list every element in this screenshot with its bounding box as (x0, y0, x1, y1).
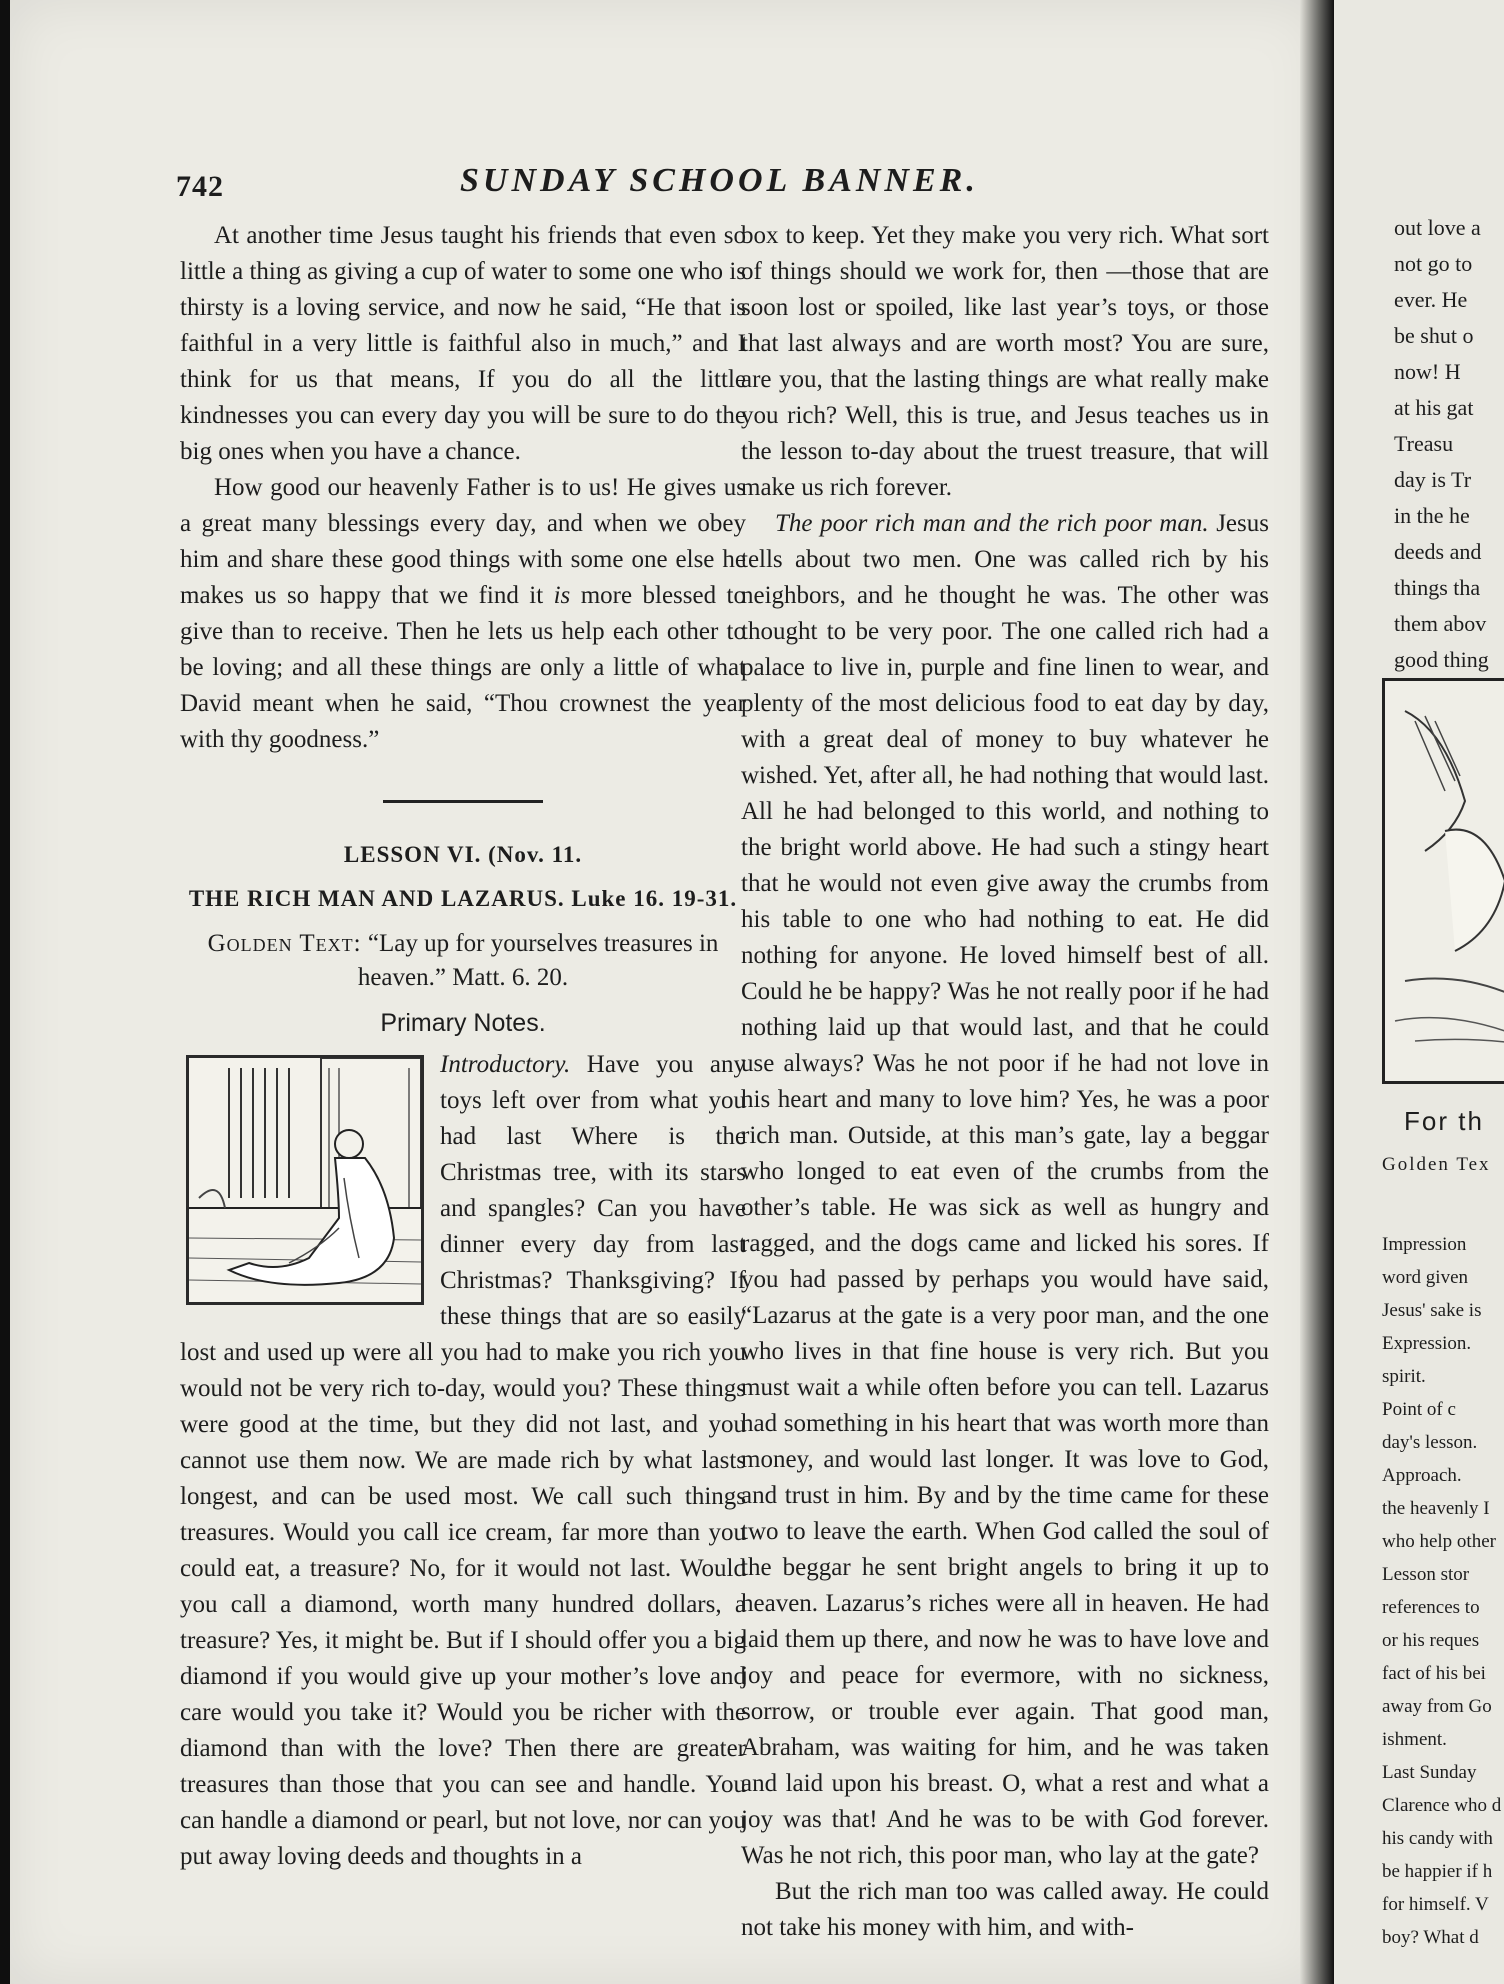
intro-label: Introductory. (440, 1051, 571, 1078)
golden-text (180, 927, 746, 995)
text-line: them abov (1394, 611, 1487, 636)
book-gutter (1300, 0, 1334, 1984)
right-page-text-bottom (1382, 1228, 1504, 1954)
angel-illustration-icon (1382, 678, 1504, 1084)
lazarus-illustration-icon (186, 1055, 424, 1305)
page-number: 742 (176, 170, 224, 203)
text-line: references to (1382, 1597, 1480, 1618)
text-run: Jesus tells about two men. One was called rich by his neighbors, and he thought he was. The other was thought to be very poor. The one called rich had a palace to live in, purple and fine linen to wear, and plenty of the most delicious food to eat day by day, with a great deal of money to buy whatever he wished. Yet, after all, he had nothing that would last. All he had belonged to this world, and nothing to the bright world above. He had such a stingy heart that he would not even give away the crumbs from his table to one who had nothing to eat. He did nothing for anyone. He loved himself best of all. Could he be happy? Was he not really poor if he had nothing laid up that would last, and that he could use always? Was he not poor if he had not love in his heart and many to love him? Yes, he was a poor rich man. Outside, at this man’s gate, lay a beggar who longed to eat even of the crumbs from the other’s table. He was sick as well as hungry and ragged, and the dogs came and licked his sores. If you had passed by perhaps you would have said, “Lazarus at the gate is a very poor man, and the one who lives in that fine house is very rich. But you must wait a while often before you can tell. Lazarus had something in his heart that was worth more than money, and would last longer. It was love to God, and trust in him. By and by the time came for these two to leave the earth. When God called the soul of the beggar he sent bright angels to bring it up to heaven. Lazarus’s riches were all in heaven. He had laid them up there, and now he was to have love and joy and peace for evermore, with no sickness, sorrow, or trouble ever again. That good man, Abraham, was waiting for him, and he was taken and laid upon his breast. O, what a rest and what a joy was that! And he was to be with God forever. Was he not rich, this poor man, who lay at the gate? (741, 510, 1269, 1869)
text-line: Expression. (1382, 1333, 1472, 1354)
illustration-caption: For th (1404, 1106, 1484, 1136)
text-line: Approach. (1382, 1465, 1462, 1486)
text-line: now! H (1394, 359, 1461, 384)
text-line: ishment. (1382, 1729, 1447, 1750)
text-line: Jesus' sake is (1382, 1300, 1482, 1321)
right-page (1334, 0, 1504, 1984)
text-line: out love a (1394, 215, 1481, 240)
text-line: Point of c (1382, 1399, 1456, 1420)
text-run: Have you any toys left over from what you had last Where is the Christmas tree, with its stars and spangles? Can you have dinner every day from last Christmas? Thanksgiving? If these things that are so easily lost and used up were all you had to make you rich you would not be very rich to-day, would you? These things were good at the time, but they did not last, and you cannot use them now. We are made rich by what lasts longest, and can be used most. We call such things treasures. Would you call ice cream, far more than you could eat, a treasure? No, for it would not last. Would you call a diamond, worth many hundred dollars, a treasure? Yes, it might be. But if I should offer you a big diamond if you would give up your mother’s love and care would you take it? Would you be richer with the diamond than with the love? Then there are greater treasures than those that you can see and handle. You can handle a diamond or pearl, but not love, nor can you put away loving deeds and thoughts in a (180, 1051, 746, 1870)
text-line: boy? What d (1382, 1927, 1479, 1948)
section-divider (383, 800, 543, 803)
text-line: word given (1382, 1267, 1469, 1288)
text-line: day is Tr (1394, 467, 1472, 492)
paragraph: box to keep. Yet they make you very rich. What sort of things should we work for, then —those that are soon lost or spoiled, like last year’s toys, or those that last always and are worth most? You are sure, are you, that the lasting things are what really make you rich? Well, this is true, and Jesus teaches us in the lesson to-day about the truest treasure, that will make us rich forever. (741, 222, 1269, 501)
paragraph (180, 470, 746, 758)
section-label: The poor rich man and the rich poor man. (775, 510, 1209, 537)
text-line: in the he (1394, 503, 1470, 528)
running-title: SUNDAY SCHOOL BANNER. (460, 162, 979, 199)
text-line: things tha (1394, 575, 1481, 600)
text-line: deeds and (1394, 539, 1482, 564)
text-line: his candy with (1382, 1828, 1493, 1849)
text-line: Clarence who d (1382, 1795, 1502, 1816)
golden-text-label: Golden Text: (207, 930, 362, 957)
text-line: at his gat (1394, 395, 1474, 420)
paragraph: But the rich man too was called away. He could not take his money with him, and with- (741, 1878, 1269, 1941)
text-line: be happier if h (1382, 1861, 1493, 1882)
text-line: Impression (1382, 1234, 1467, 1255)
column-left (180, 218, 746, 1875)
text-line: who help other (1382, 1531, 1496, 1552)
text-line: ever. He (1394, 287, 1468, 312)
text-line: day's lesson. (1382, 1432, 1478, 1453)
text-run: How good our heavenly Father is to us! He gives us a great many blessings every day, and when we obey him and share these good things with some one else he makes us so happy that we find it (180, 474, 746, 609)
text-line: fact of his bei (1382, 1663, 1486, 1684)
lesson-title: THE RICH MAN AND LAZARUS. Luke 16. 19-31. (188, 886, 738, 911)
text-line: the heavenly I (1382, 1498, 1490, 1519)
text-line: be shut o (1394, 323, 1474, 348)
text-line: Treasu (1394, 431, 1454, 456)
paragraph (741, 506, 1269, 1874)
left-page (10, 0, 1322, 1984)
text-line: Last Sunday (1382, 1762, 1477, 1783)
text-line: good thing (1394, 647, 1489, 672)
text-line: for himself. V (1382, 1894, 1489, 1915)
primary-notes-heading: Primary Notes. (380, 1009, 546, 1037)
text-line: away from Go (1382, 1696, 1492, 1717)
golden-text-label: Golden Tex (1382, 1154, 1491, 1175)
right-page-text-top (1394, 210, 1504, 750)
lesson-heading: LESSON VI. (Nov. 11. (343, 842, 583, 867)
emphasis-text: is (553, 582, 571, 609)
text-run: more blessed to give than to receive. Then he lets us help each other to be loving; and all these things are only a little of what David meant when he said, “Thou crownest the year with thy goodness.” (180, 582, 746, 753)
text-line: Lesson stor (1382, 1564, 1470, 1585)
text-line: spirit. (1382, 1366, 1426, 1387)
paragraph: At another time Jesus taught his friends that even so little a thing as giving a cup of water to some one who is thirsty is a loving service, and now he said, “He that is faithful in a very little is faithful also in much,” and I think for us that means, If you do all the little kindnesses you can every day you will be sure to do the big ones when you have a chance. (180, 222, 746, 465)
column-right (741, 218, 1269, 1946)
text-line: not go to (1394, 251, 1473, 276)
text-line: or his reques (1382, 1630, 1480, 1651)
golden-text-quote: “Lay up for yourselves treasures in heaven.” Matt. 6. 20. (357, 930, 719, 991)
